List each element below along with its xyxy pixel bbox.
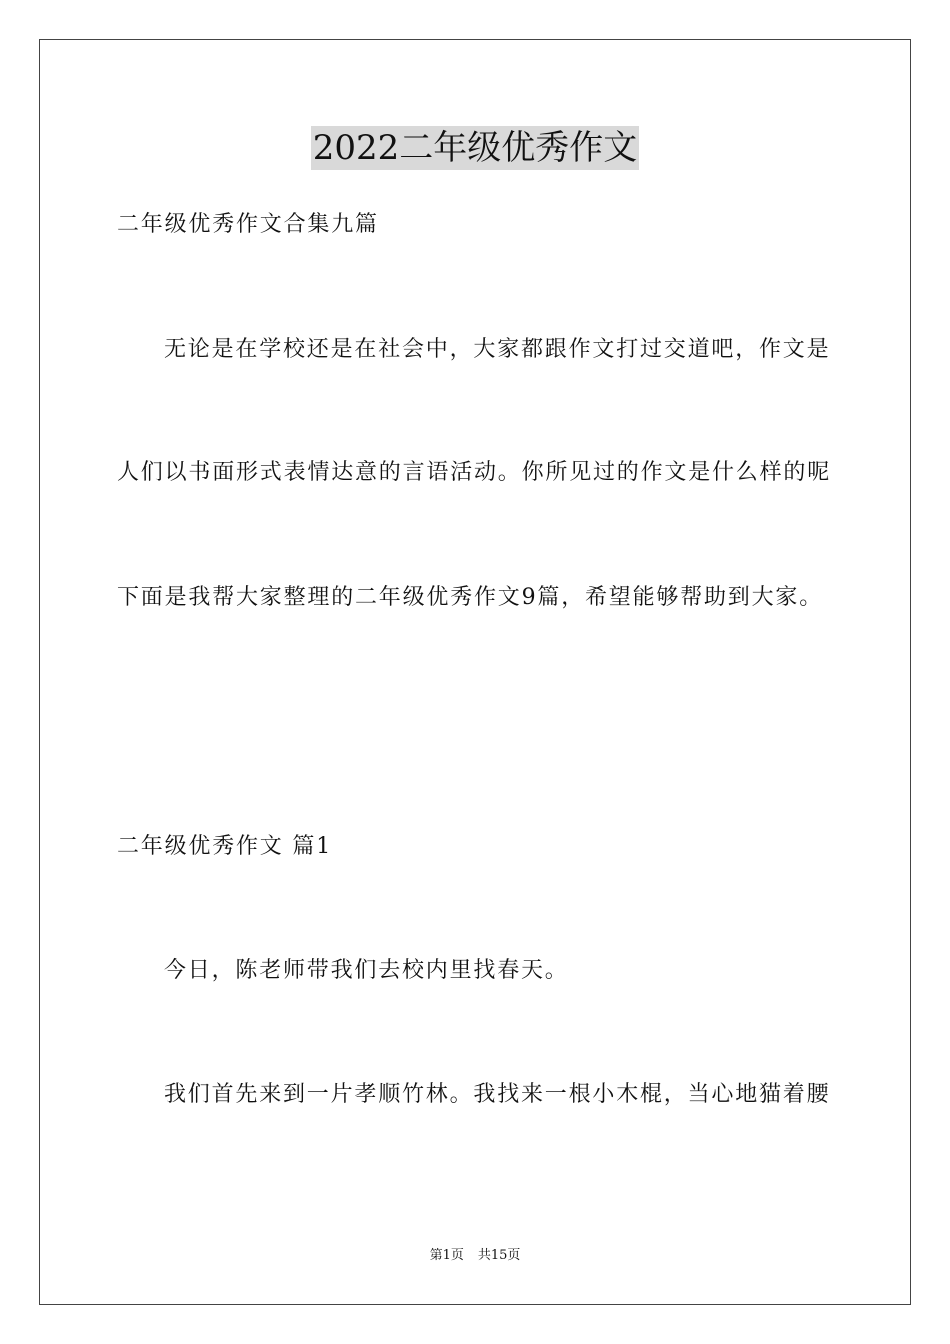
page-number: 第1页 [429, 1248, 464, 1263]
title-container [0, 126, 950, 170]
body-paragraph-line: 我们首先来到一片孝顺竹林。我找来一根小木棍，当心地猫着腰 [164, 1082, 831, 1107]
document-title: 2022二年级优秀作文 [312, 128, 638, 168]
document-subtitle: 二年级优秀作文合集九篇 [117, 212, 379, 237]
intro-paragraph-line: 下面是我帮大家整理的二年级优秀作文9篇，希望能够帮助到大家。 [117, 585, 823, 610]
intro-paragraph-line: 无论是在学校还是在社会中，大家都跟作文打过交道吧，作文是 [164, 337, 831, 362]
page-total: 共15页 [477, 1248, 521, 1263]
section-heading: 二年级优秀作文 篇1 [117, 834, 332, 859]
body-paragraph-line: 今日，陈老师带我们去校内里找春天。 [164, 958, 569, 983]
intro-paragraph-line: 人们以书面形式表情达意的言语活动。你所见过的作文是什么样的呢 [117, 460, 832, 485]
page-footer [0, 1247, 950, 1265]
